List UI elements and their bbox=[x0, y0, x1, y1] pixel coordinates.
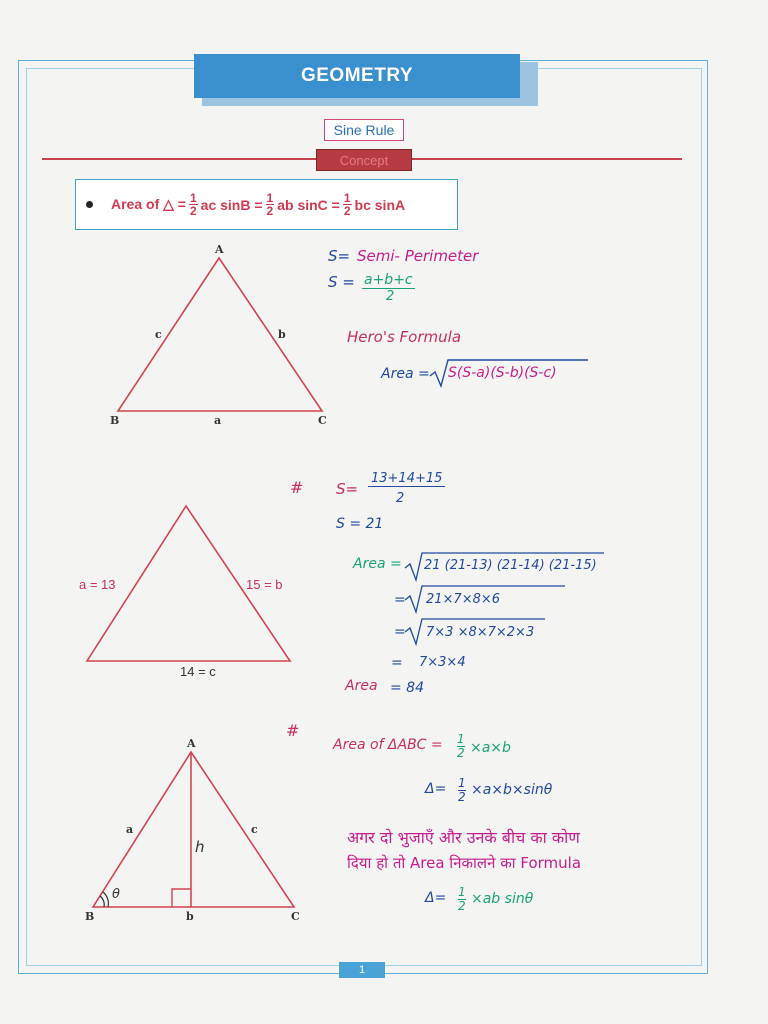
theta-label: θ bbox=[112, 887, 120, 902]
example1-step2: 21×7×8×6 bbox=[426, 592, 501, 607]
vertex-a-label: A bbox=[187, 737, 196, 750]
half-fraction: 1 2 bbox=[457, 732, 465, 760]
side-c-label: c bbox=[155, 328, 162, 341]
s-label: S= bbox=[328, 247, 351, 265]
example1-final-label: Area bbox=[345, 678, 378, 694]
angle-arc bbox=[100, 896, 104, 907]
heron-radicand: S(S-a)(S-b)(S-c) bbox=[448, 365, 557, 381]
hindi-note-line-2: दिया हो तो Area निकालने का Formula bbox=[347, 854, 582, 872]
right-angle-marker bbox=[172, 889, 191, 907]
example1-final-value: = 84 bbox=[390, 680, 424, 696]
concept-tag: Concept bbox=[316, 149, 412, 171]
example1-side-b: 15 = b bbox=[246, 577, 283, 592]
example2-line2-rest: ×a×b×sinθ bbox=[471, 782, 553, 798]
half-fraction: 1 2 bbox=[458, 885, 466, 913]
example1-s-denominator: 2 bbox=[396, 491, 405, 506]
half-fraction: $\frac{1}{2}$ bbox=[266, 191, 274, 218]
example1-area-label: Area = bbox=[353, 556, 402, 572]
example1-s-value: S = 21 bbox=[336, 516, 384, 532]
s-numerator: a+b+c bbox=[364, 272, 413, 288]
vertex-c-label: C bbox=[318, 414, 327, 427]
section-subtitle: Sine Rule bbox=[324, 119, 404, 141]
example2-line3-rest: ×ab sinθ bbox=[471, 891, 534, 907]
hash-marker: # bbox=[286, 721, 300, 740]
example1-s-label: S= bbox=[336, 480, 359, 498]
area-term-1: ac sinB = bbox=[200, 196, 263, 213]
vertex-b-label: B bbox=[110, 414, 120, 427]
example1-side-a: a = 13 bbox=[79, 577, 116, 592]
area-term-3: bc sinA bbox=[354, 196, 406, 213]
eq-sign: = bbox=[394, 592, 406, 608]
area-term-2: ab sinC = bbox=[277, 196, 340, 213]
heron-area-label: Area = bbox=[381, 366, 430, 382]
heron-title: Hero's Formula bbox=[347, 328, 462, 346]
example2-line2-label: Δ= bbox=[425, 781, 447, 797]
height-label: h bbox=[195, 838, 205, 856]
side-a-label: a bbox=[214, 414, 222, 427]
example1-step1: 21 (21-13) (21-14) (21-15) bbox=[424, 558, 597, 573]
side-c-label: c bbox=[251, 823, 258, 836]
example2-line1-label: Area of ΔABC = bbox=[333, 737, 443, 753]
example2-line3-label: Δ= bbox=[425, 890, 447, 906]
vertex-b-label: B bbox=[85, 910, 95, 923]
example1-side-c: 14 = c bbox=[180, 664, 216, 679]
vertex-c-label: C bbox=[291, 910, 300, 923]
triangle-example-2 bbox=[93, 752, 294, 907]
eq-sign: = bbox=[394, 624, 406, 640]
hash-marker: # bbox=[290, 478, 304, 497]
page-title: GEOMETRY bbox=[194, 54, 520, 98]
half-fraction: $\frac{1}{2}$ bbox=[189, 191, 197, 218]
example1-step4: 7×3×4 bbox=[419, 655, 466, 670]
side-b-label: b bbox=[186, 910, 194, 923]
half-fraction: $\frac{1}{2}$ bbox=[343, 191, 351, 218]
vertex-a-label: A bbox=[215, 243, 224, 256]
eq-sign: = bbox=[391, 655, 403, 671]
triangle-abc bbox=[118, 258, 322, 411]
half-fraction: 1 2 bbox=[458, 776, 466, 804]
hindi-note-line-1: अगर दो भुजाएँ और उनके बीच का कोण bbox=[347, 828, 580, 847]
example2-line1-rest: ×a×b bbox=[470, 740, 511, 756]
page-number: 1 bbox=[339, 962, 385, 978]
s-label-2: S = bbox=[328, 273, 355, 291]
example1-s-numerator: 13+14+15 bbox=[368, 471, 445, 487]
s-denominator: 2 bbox=[386, 289, 395, 304]
example1-step3: 7×3 ×8×7×2×3 bbox=[426, 625, 535, 640]
side-b-label: b bbox=[278, 328, 286, 341]
side-a-label: a bbox=[126, 823, 134, 836]
semi-perimeter-text: Semi- Perimeter bbox=[357, 247, 479, 265]
area-formula-prefix: Area of △ = bbox=[111, 196, 186, 212]
